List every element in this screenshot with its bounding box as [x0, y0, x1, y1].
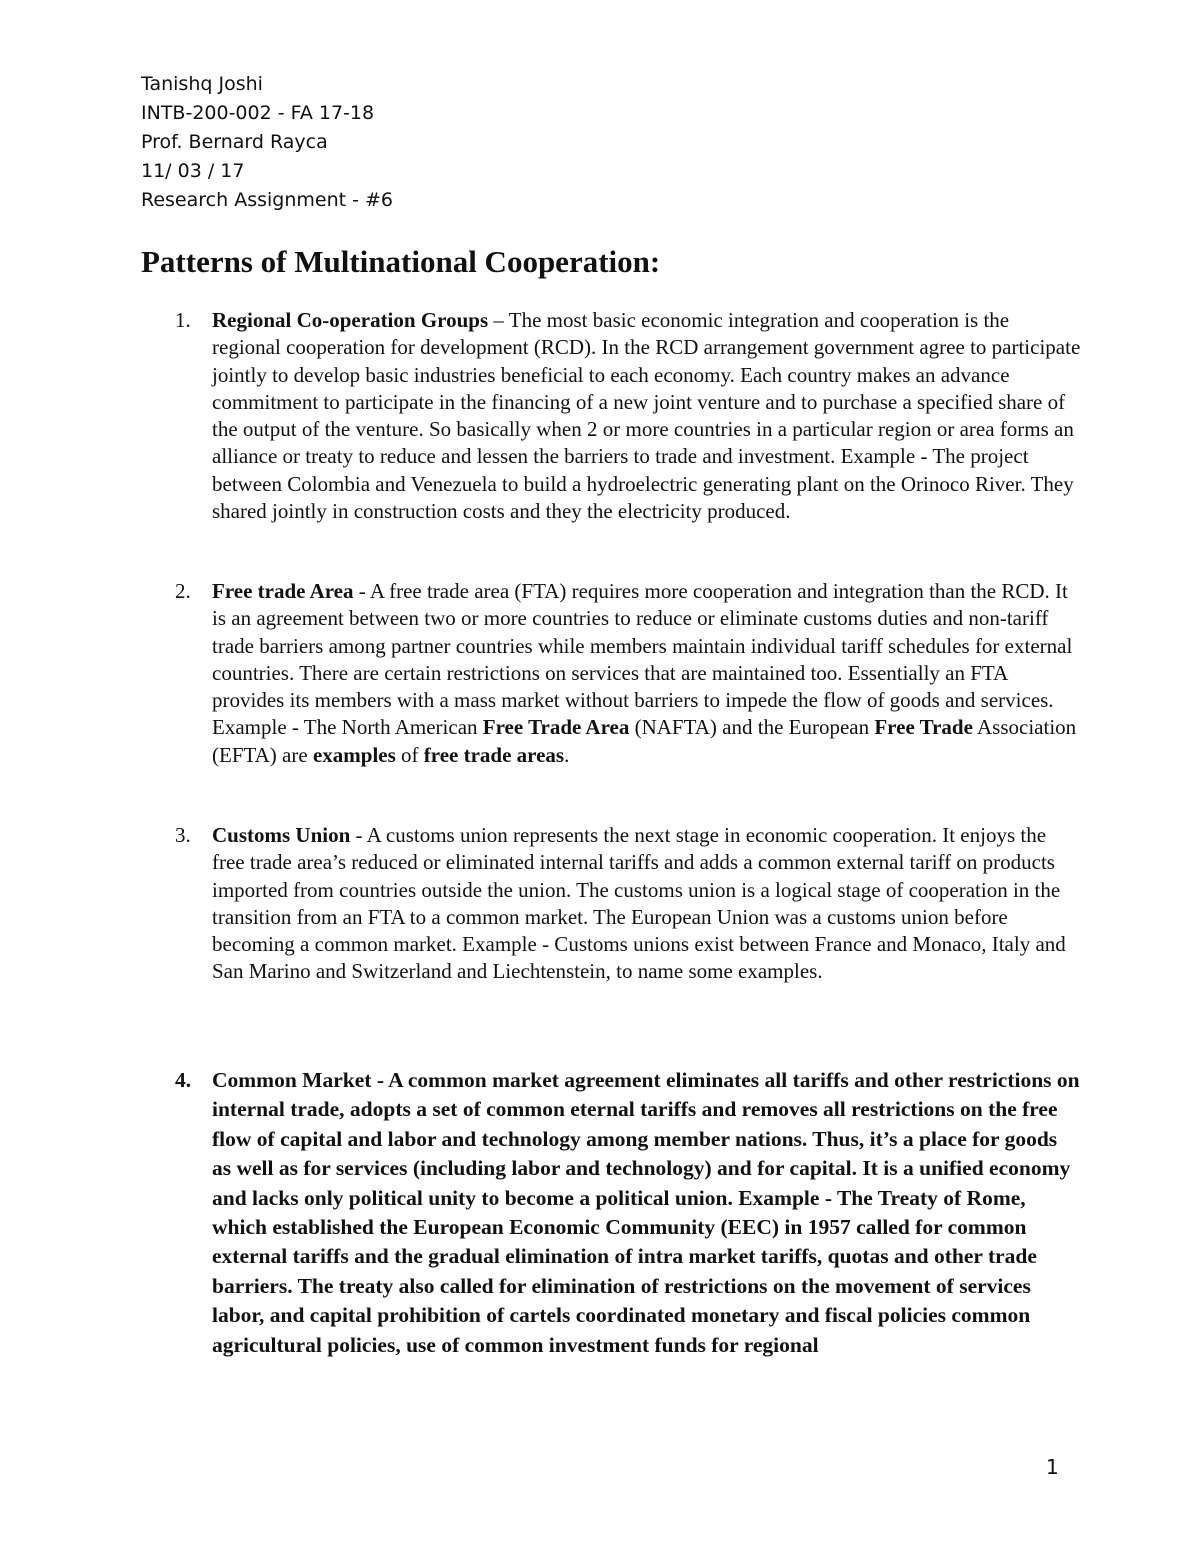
list-number: 2. — [175, 579, 191, 603]
term-description: Association (EFTA) are — [212, 715, 1077, 767]
term-heading: Customs Union — [212, 823, 351, 847]
list-item-text — [212, 578, 1081, 769]
course-code: INTB-200-002 - FA 17-18 — [141, 102, 375, 124]
term-description: - A customs union represents the next stage in economic cooperation. It enjoys the free trade area’s reduced or eliminated internal tariffs and adds a common external tariff on products imported from countries outside the union. The customs union is a logical stage of cooperation in the transition from an FTA to a common market. The European Union was a customs union before becoming a common market. Example - Customs unions exist between France and Monaco, Italy and San Marino and Switzerland and Liechtenstein, to name some examples. — [212, 823, 1066, 984]
list-item-text — [212, 1066, 1081, 1360]
list-item-common-market — [141, 1066, 1081, 1360]
term-heading: Free trade Area — [212, 579, 354, 603]
list-item-text — [212, 307, 1081, 525]
document-title: Patterns of Multinational Cooperation: — [141, 244, 661, 279]
term-description: . — [564, 742, 570, 767]
author-name: Tanishq Joshi — [141, 73, 263, 95]
list-item-customs-union — [141, 822, 1081, 986]
term-heading: Regional Co-operation Groups — [212, 308, 489, 332]
list-number: 1. — [175, 308, 191, 332]
term-description: of — [395, 742, 424, 767]
term-description: – The most basic economic integration and cooperation is the regional cooperation for development (RCD). In the RCD arrangement government agree to participate jointly to develop basic industries beneficial to each economy. Each country makes an advance commitment to participate in the financing of a new joint venture and to purchase a specified share of the output of the venture. So basically when 2 or more countries in a particular region or area forms an alliance or treaty to reduce and lessen the barriers to trade and investment. Example - The project between Colombia and Venezuela to build a hydroelectric generating plant on the Orinoco River. They shared jointly in construction costs and they the electricity produced. — [212, 308, 1081, 524]
bold-phrase: Free Trade Area — [482, 715, 630, 740]
professor-name: Prof. Bernard Rayca — [141, 131, 328, 153]
page-number: 1 — [1046, 1455, 1059, 1479]
list-number: 4. — [175, 1068, 192, 1092]
term-description: (NAFTA) and the European — [629, 715, 875, 740]
document-header — [141, 70, 393, 215]
bold-phrase: examples — [312, 742, 396, 767]
bold-phrase: Free Trade — [874, 715, 973, 740]
assignment-date: 11/ 03 / 17 — [141, 160, 245, 182]
term-description: - A free trade area (FTA) requires more cooperation and integration than the RCD. It is an agreement between two or more countries to reduce or eliminate customs duties and non-tariff trade barriers among partner countries while members maintain individual tariff schedules for external countries. There are certain restrictions on services that are maintained too. Essentially an FTA provides its members with a mass market without barriers to impede the flow of goods and services. Example - The North American — [212, 579, 1073, 740]
term-heading: Common Market — [212, 1068, 372, 1092]
list-item-regional-cooperation — [141, 307, 1081, 525]
list-number: 3. — [175, 823, 191, 847]
assignment-title: Research Assignment - #6 — [141, 189, 394, 211]
list-item-free-trade-area — [141, 578, 1081, 769]
term-description: - A common market agreement eliminates all tariffs and other restrictions on internal trade, adopts a set of common eternal tariffs and removes all restrictions on the free flow of capital and labor and technology among member nations. Thus, it’s a place for goods as well as for services (including labor and technology) and for capital. It is a unified economy and lacks only political unity to become a political union. Example - The Treaty of Rome, which established the European Economic Community (EEC) in 1957 called for common external tariffs and the gradual elimination of intra market tariffs, quotas and other trade barriers. The treaty also called for elimination of restrictions on the movement of services labor, and capital prohibition of cartels coordinated monetary and fiscal policies common agricultural policies, use of common investment funds for regional — [212, 1068, 1080, 1357]
bold-phrase: free trade areas — [423, 742, 565, 767]
list-item-text — [212, 822, 1081, 986]
